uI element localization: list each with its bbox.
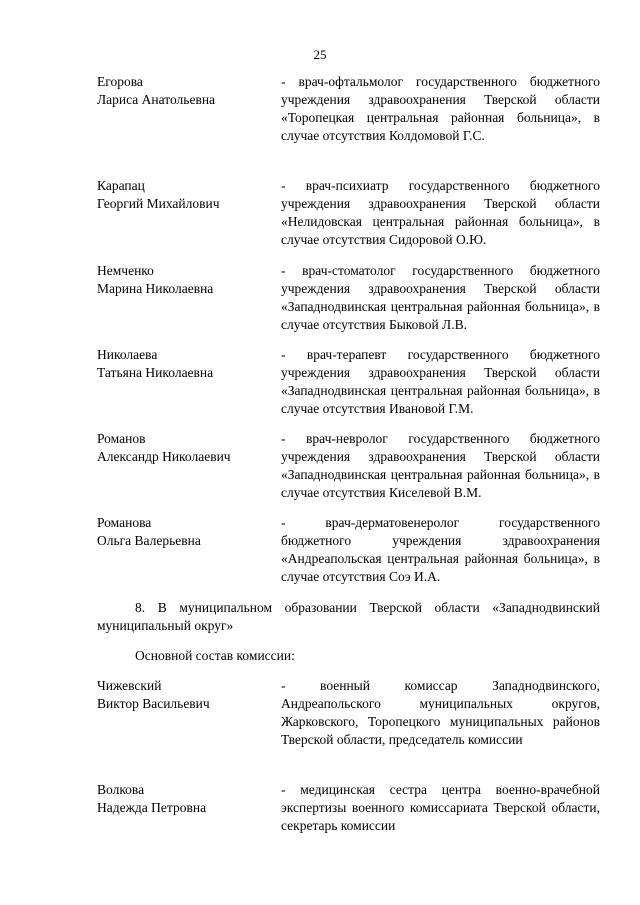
member-given-name: Надежда Петровна xyxy=(97,800,207,815)
member-surname: Чижевский xyxy=(97,678,162,693)
member-name xyxy=(97,781,277,817)
member-role: - врач-офтальмолог государственного бюджетного учреждения здравоохранения Тверской области «Торопецкая центральная районная больница», в случае отсутствия Колдомовой Г.С. xyxy=(281,74,600,143)
member-given-name: Ольга Валерьевна xyxy=(97,533,201,548)
member-surname: Немченко xyxy=(97,263,154,278)
member-name xyxy=(97,73,277,109)
member-given-name: Виктор Васильевич xyxy=(97,696,210,711)
member-role: - врач-невролог государственного бюджетного учреждения здравоохранения Тверской области «Западнодвинская центральная районная больница», в случае отсутствия Киселевой В.М. xyxy=(281,431,600,500)
member-surname: Карапац xyxy=(97,178,145,193)
member-surname: Романова xyxy=(97,515,152,530)
member-role: - медицинская сестра центра военно-врачебной экспертизы военного комиссариата Тверской области, секретарь комиссии xyxy=(281,782,600,833)
member-given-name: Марина Николаевна xyxy=(97,281,214,296)
member-surname: Егорова xyxy=(97,74,143,89)
member-role: - врач-терапевт государственного бюджетного учреждения здравоохранения Тверской области «Западнодвинская центральная районная больница», в случае отсутствия Ивановой Г.М. xyxy=(281,347,600,416)
member-surname: Романов xyxy=(97,431,146,446)
member-role: - врач-психиатр государственного бюджетного учреждения здравоохранения Тверской области «Нелидовская центральная районная больница», в случае отсутствия Сидоровой О.Ю. xyxy=(281,178,600,247)
member-name xyxy=(97,346,277,382)
member-given-name: Александр Николаевич xyxy=(97,449,231,464)
member-role: - врач-стоматолог государственного бюджетного учреждения здравоохранения Тверской области «Западнодвинская центральная районная больница», в случае отсутствия Быковой Л.В. xyxy=(281,263,600,332)
member-given-name: Татьяна Николаевна xyxy=(97,365,214,380)
page-number: 25 xyxy=(313,47,327,62)
section-heading: 8. В муниципальном образовании Тверской области «Западнодвинский муниципальный округ» xyxy=(97,600,600,633)
member-name xyxy=(97,430,277,466)
member-name xyxy=(97,262,277,298)
member-role: - военный комиссар Западнодвинского, Андреапольского муниципальных округов, Жарковского, Торопецкого муниципальных районов Тверской области, председатель комиссии xyxy=(281,678,600,747)
member-given-name: Георгий Михайлович xyxy=(97,196,220,211)
member-surname: Волкова xyxy=(97,782,145,797)
member-name xyxy=(97,177,277,213)
member-surname: Николаева xyxy=(97,347,158,362)
member-role: - врач-дерматовенеролог государственного бюджетного учреждения здравоохранения «Андреапольская центральная районная больница», в случае отсутствия Соэ И.А. xyxy=(281,515,600,584)
member-name xyxy=(97,677,277,713)
composition-label: Основной состав комиссии: xyxy=(135,648,295,663)
member-name xyxy=(97,514,277,550)
member-given-name: Лариса Анатольевна xyxy=(97,92,216,107)
